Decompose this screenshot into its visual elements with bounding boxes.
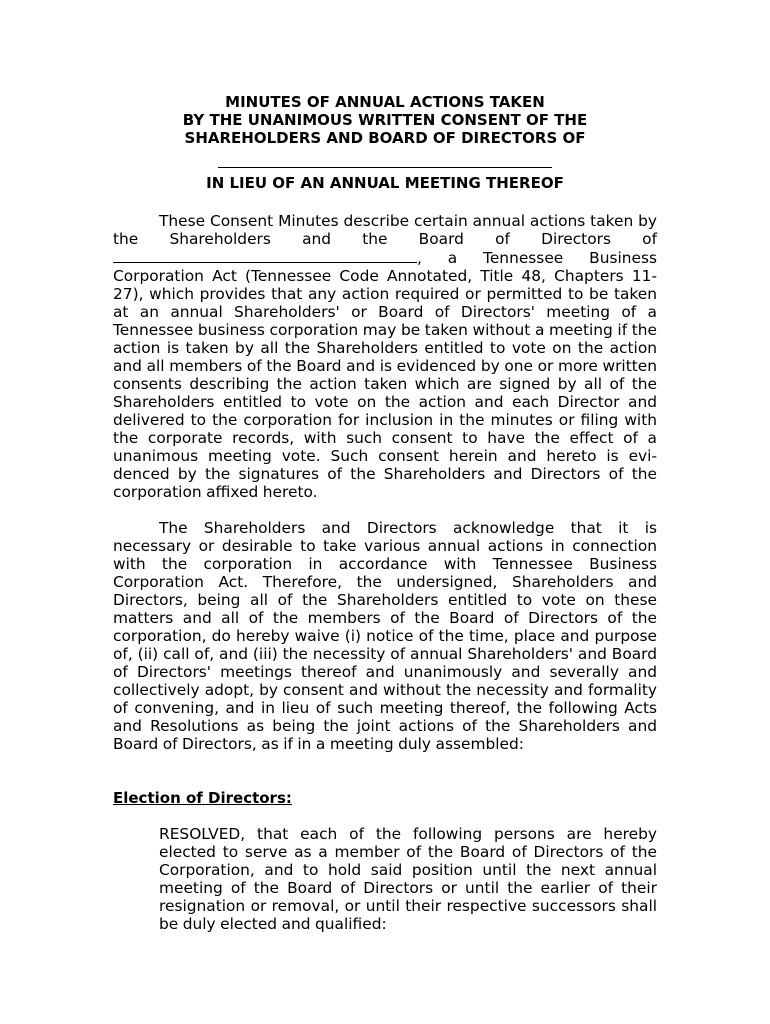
consent-minutes-paragraph <box>113 212 657 501</box>
document-subtitle: IN LIEU OF AN ANNUAL MEETING THEREOF <box>206 174 564 192</box>
document-page <box>113 93 657 933</box>
para1-rest: , a Tennessee Business Corporation Act (Tennessee Code Annotated, Title 48, Chapters 11-27), which provides that any action required or permitted to be taken at an annual Shareholders' or Board of Directors' meeting of a Tennessee business corporation may be taken without a meeting if the action is taken by all the Shareholders entitled to vote on the action and all members of the Board and is evidenced by one or more written consents describing the action taken which are signed by all of the Shareholders entitled to vote on the action and each Director and delivered to the corporation for inclusion in the minutes or filing with the corporate records, with such consent to have the effect of a unanimous meeting vote. Such consent herein and hereto is evi-denced by the signatures of the Shareholders and Directors of the corporation affixed hereto. <box>113 249 657 501</box>
title-line-3: SHAREHOLDERS AND BOARD OF DIRECTORS OF <box>184 129 586 147</box>
resolved-paragraph: RESOLVED, that each of the following persons are hereby elected to serve as a member of the Board of Directors of the Corporation, and to hold said position until the next annual meeting of the Board of Directors or until the earlier of their resignation or removal, or until their respective successors shall be duly elected and qualified: <box>159 825 657 933</box>
document-title <box>113 93 657 147</box>
title-line-1: MINUTES OF ANNUAL ACTIONS TAKEN <box>225 93 545 111</box>
corporation-name-blank <box>218 153 552 168</box>
acknowledgement-paragraph: The Shareholders and Directors acknowledge that it is necessary or desirable to take various annual actions in connection with the corporation in accordance with Tennessee Business Corporation Act. Therefore, the undersigned, Shareholders and Directors, being all of the Shareholders entitled to vote on these matters and all of the members of the Board of Directors of the corporation, do hereby waive (i) notice of the time, place and purpose of, (ii) call of, and (iii) the necessity of annual Shareholders' and Board of Directors' meetings thereof and unanimously and severally and collectively adopt, by consent and without the necessity and formality of convening, and in lieu of such meeting thereof, the following Acts and Resolutions as being the joint actions of the Shareholders and Board of Directors, as if in a meeting duly assembled: <box>113 519 657 753</box>
title-line-2: BY THE UNANIMOUS WRITTEN CONSENT OF THE <box>182 111 588 129</box>
para1-start: These Consent Minutes describe certain annual actions taken by the Shareholders and the Board of Directors of <box>113 212 657 248</box>
section-heading-election: Election of Directors: <box>113 789 292 807</box>
company-name-blank <box>113 248 417 263</box>
